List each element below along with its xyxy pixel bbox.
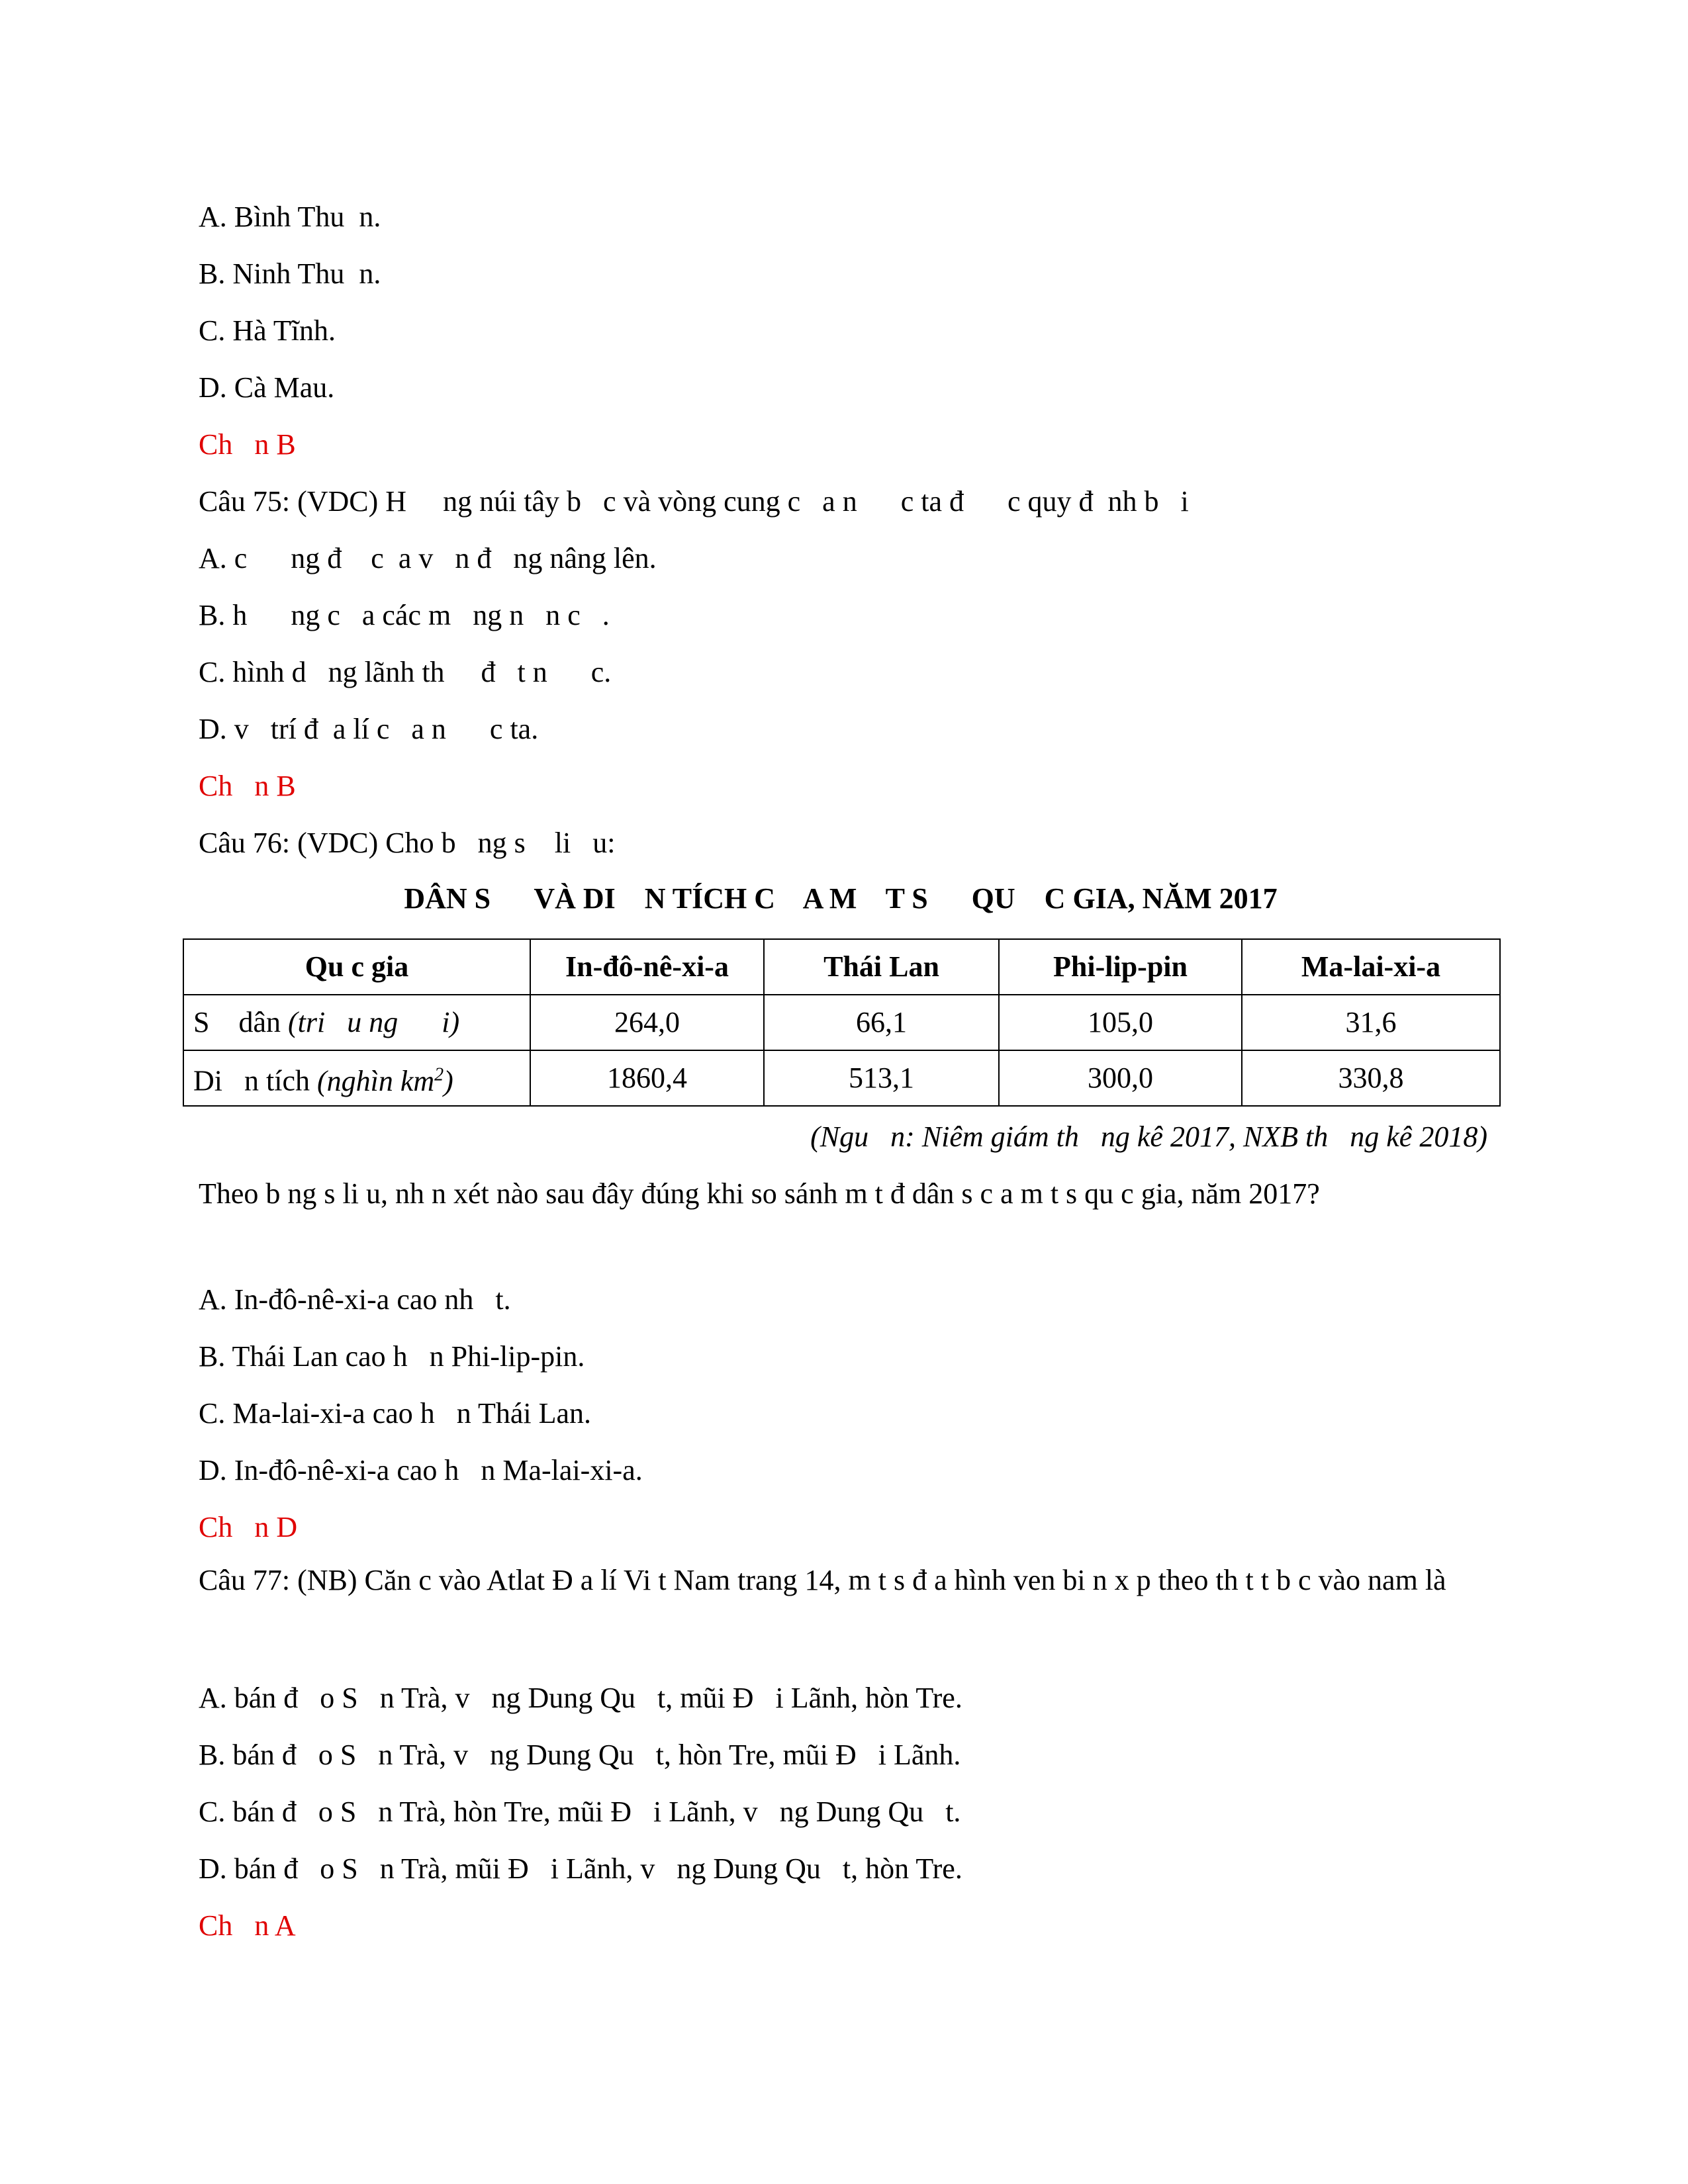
table-header-cell: Phi-lip-pin [999,939,1242,995]
table-cell: 300,0 [999,1050,1242,1106]
q77-option-a: A. bán đ o S n Trà, v ng Dung Qu t, mũi Đ i Lãnh, hòn Tre. [199,1682,962,1714]
q76-option-b: B. Thái Lan cao h n Phi-lip-pin. [199,1340,585,1373]
q74-option-a: A. Bình Thu n. [199,201,381,233]
population-area-table [183,938,1501,1107]
table-cell: 1860,4 [530,1050,764,1106]
q74-answer: Ch n B [199,428,296,461]
q76-question: Câu 76: (VDC) Cho b ng s li u: [199,827,616,859]
q77-option-c: C. bán đ o S n Trà, hòn Tre, mũi Đ i Lãnh, v ng Dung Qu t. [199,1796,961,1828]
q74-option-d: D. Cà Mau. [199,371,335,404]
table-header-cell: Ma-lai-xi-a [1242,939,1500,995]
table-header-cell: Qu c gia [183,939,530,995]
table-cell: 330,8 [1242,1050,1500,1106]
table-row [183,1050,1500,1106]
q75-option-b: B. h ng c a các m ng n n c . [199,599,610,631]
row-label-population [183,995,530,1050]
q74-option-c: C. Hà Tĩnh. [199,314,336,347]
table-row [183,995,1500,1050]
row-label-area [183,1050,530,1106]
table-cell: 105,0 [999,995,1242,1050]
q74-option-b: B. Ninh Thu n. [199,257,381,290]
row-label-text: S dân [193,1006,288,1038]
unit-superscript: 2 [434,1064,444,1085]
unit-text: (nghìn km [316,1064,435,1097]
unit-text: ) [444,1064,453,1097]
q77-question: Câu 77: (NB) Căn c vào Atlat Đ a lí Vi t Nam trang 14, m t s đ a hình ven bi n x p theo th t t b c vào nam là [199,1564,1446,1596]
q75-option-a: A. c ng đ c a v n đ ng nâng lên. [199,542,657,574]
q75-option-c: C. hình d ng lãnh th đ t n c. [199,656,612,688]
table-cell: 31,6 [1242,995,1500,1050]
table-header-cell: In-đô-nê-xi-a [530,939,764,995]
table-title: DÂN S VÀ DI N TÍCH C A M T S QU C GIA, NĂM 2017 [404,882,1278,915]
q76-answer: Ch n D [199,1511,298,1543]
table-header-row [183,939,1500,995]
q75-question: Câu 75: (VDC) H ng núi tây b c và vòng cung c a n c ta đ c quy đ nh b i [199,485,1189,518]
q76-option-a: A. In-đô-nê-xi-a cao nh t. [199,1283,511,1316]
q77-option-d: D. bán đ o S n Trà, mũi Đ i Lãnh, v ng Dung Qu t, hòn Tre. [199,1852,962,1885]
q76-option-d: D. In-đô-nê-xi-a cao h n Ma-lai-xi-a. [199,1454,643,1486]
q76-prompt: Theo b ng s li u, nh n xét nào sau đây đúng khi so sánh m t đ dân s c a m t s qu c gia, năm 2017? [199,1177,1320,1210]
q77-answer: Ch n A [199,1909,296,1942]
q75-answer: Ch n B [199,770,296,802]
q75-option-d: D. v trí đ a lí c a n c ta. [199,713,539,745]
table-header-cell: Thái Lan [764,939,999,995]
table-cell: 264,0 [530,995,764,1050]
row-label-text: Di n tích [193,1064,317,1097]
row-unit-text: (tri u ng i) [288,1006,460,1038]
table-source: (Ngu n: Niêm giám th ng kê 2017, NXB th ng kê 2018) [810,1120,1487,1153]
row-unit-text [317,1065,453,1097]
q76-option-c: C. Ma-lai-xi-a cao h n Thái Lan. [199,1397,591,1430]
q77-option-b: B. bán đ o S n Trà, v ng Dung Qu t, hòn Tre, mũi Đ i Lãnh. [199,1739,961,1771]
table-cell: 513,1 [764,1050,999,1106]
table-cell: 66,1 [764,995,999,1050]
